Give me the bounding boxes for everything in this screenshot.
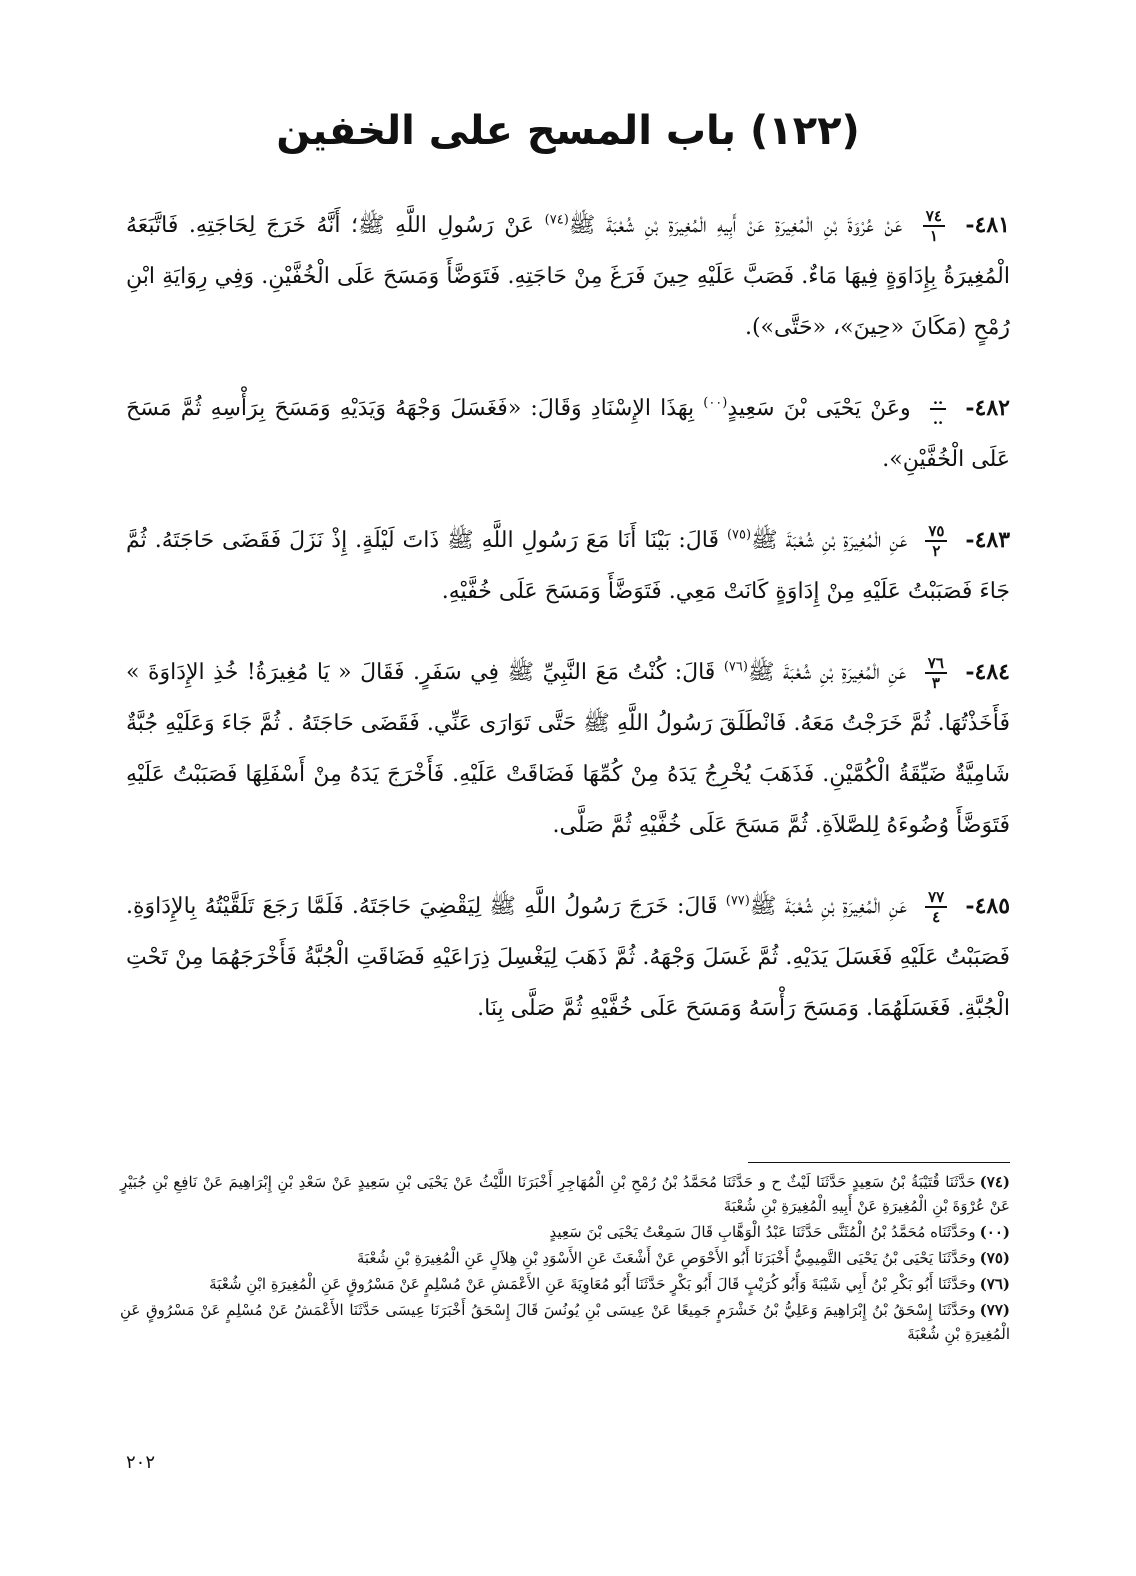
hadith-text: عَنِ الْمُغِيرَةِ بْنِ شُعْبَةَ ﷺ bbox=[747, 660, 907, 685]
hadith-text: عَنِ الْمُغِيرَةِ بْنِ شُعْبَةَ ﷺ bbox=[749, 894, 907, 919]
footnote-label: (٧٧) bbox=[979, 1301, 1010, 1319]
footnotes bbox=[120, 1170, 1010, 1348]
hadith-481 bbox=[126, 200, 1010, 353]
footnote-74 bbox=[120, 1170, 1010, 1218]
fraction-top: ٧٦ bbox=[925, 655, 947, 674]
hadith-text-continued: عَنْ رَسُولِ اللَّهِ ﷺ؛ أَنَّهُ خَرَجَ لِحَاجَتِهِ. فَاتَّبَعَهُ الْمُغِيرَةُ بِإِدَاوَةٍ فِيهَا مَاءٌ. فَصَبَّ عَلَيْهِ حِينَ فَرَغَ مِنْ حَاجَتِهِ. فَتَوَضَّأَ وَمَسَحَ عَلَى الْخُفَّيْنِ. وَفِي رِوَايَةِ ابْنِ رُمْحٍ (مَكَانَ «حِينَ»، «حَتَّى»). bbox=[126, 213, 1010, 340]
fraction-bottom: ١ bbox=[929, 227, 938, 245]
footnote-text: حَدَّثَنَا قُتَيْبَةُ بْنُ سَعِيدٍ حَدَّثَنَا لَيْثٌ ح و حَدَّثَنَا مُحَمَّدُ بْنُ رُمْحِ بْنِ الْمُهَاجِرِ أَخْبَرَنَا اللَّيْثُ عَنْ يَحْيَى بْنِ سَعِيدٍ عَنْ سَعْدِ بْنِ إِبْرَاهِيمَ عَنْ نَافِعِ بْنِ جُبَيْرٍ عَنْ عُرْوَةَ بْنِ الْمُغِيرَةِ عَنْ أَبِيهِ الْمُغِيرَةِ بْنِ شُعْبَةَ bbox=[120, 1173, 1010, 1215]
fraction-top: ٧٤ bbox=[923, 208, 945, 227]
hadith-number: ٤٨٣- bbox=[965, 527, 1011, 553]
hadith-text: وعَنْ يَحْيَى بْنَ سَعِيدٍ bbox=[727, 396, 911, 421]
hadith-484 bbox=[126, 647, 1010, 851]
hadith-text-continued: قَالَ: بَيْنَا أَنَا مَعَ رَسُولِ اللَّهِ ﷺ ذَاتَ لَيْلَةٍ. إِذْ نَزَلَ فَقَضَى حَاجَتَهُ. ثُمَّ جَاءَ فَصَبَبْتُ عَلَيْهِ مِنْ إِدَاوَةٍ كَانَتْ مَعِي. فَتَوَضَّأَ وَمَسَحَ عَلَى خُفَّيْهِ. bbox=[126, 528, 1010, 604]
hadith-text-continued: قَالَ: كُنْتُ مَعَ النَّبِيِّ ﷺ فِي سَفَرٍ. فَقَالَ « يَا مُغِيرَةُ! خُذِ الإِدَاوَةَ » فَأَخَذْتُهَا. ثُمَّ خَرَجْتُ مَعَهُ. فَانْطَلَقَ رَسُولُ اللَّهِ ﷺ حَتَّى تَوَارَى عَنِّي. فَقَضَى حَاجَتَهُ . ثُمَّ جَاءَ وَعَلَيْهِ جُبَّةٌ شَامِيَّةٌ ضَيِّقَةُ الْكُمَّيْنِ. فَذَهَبَ يُخْرِجُ يَدَهُ مِنْ كُمِّهَا فَضَاقَتْ عَلَيْهِ. فَأَخْرَجَ يَدَهُ مِنْ أَسْفَلِهَا فَصَبَبْتُ عَلَيْهِ فَتَوَضَّأَ وُضُوءَهُ لِلصَّلاَةِ. ثُمَّ مَسَحَ عَلَى خُفَّيْهِ ثُمَّ صَلَّى. bbox=[126, 660, 1010, 838]
hadith-485 bbox=[126, 881, 1010, 1034]
footnote-divider bbox=[748, 1162, 1010, 1163]
footnote-00 bbox=[120, 1220, 1010, 1244]
hadith-number: ٤٨١- bbox=[965, 212, 1010, 238]
footnote-ref: (٧٧) bbox=[725, 893, 750, 909]
footnote-text: وحَدَّثَنَا يَحْيَى بْنُ يَحْيَى التَّمِيمِيُّ أَخْبَرَنَا أَبُو الأَحْوَصِ عَنْ أَشْعَثَ عَنِ الأَسْوَدِ بْنِ هِلاَلٍ عَنِ الْمُغِيرَةِ بْنِ شُعْبَةَ bbox=[356, 1249, 976, 1267]
footnote-ref: (٧٦) bbox=[723, 659, 748, 675]
footnote-label: (٧٦) bbox=[979, 1275, 1010, 1293]
fraction-top: .. bbox=[930, 391, 946, 410]
fraction-top: ٧٥ bbox=[925, 523, 947, 542]
footnote-text: وحَدَّثَنَا إِسْحَقُ بْنُ إِبْرَاهِيمَ وَعَلِيُّ بْنُ خَشْرَمٍ جَمِيعًا عَنْ عِيسَى بْنِ يُونُسَ قَالَ إِسْحَقُ أَخْبَرَنَا عِيسَى حَدَّثَنَا الأَعْمَشُ عَنْ مُسْلِمٍ عَنْ مَسْرُوقٍ عَنِ الْمُغِيرَةِ بْنِ شُعْبَةَ bbox=[120, 1301, 1010, 1343]
fraction-bottom: ٢ bbox=[932, 542, 941, 560]
footnote-ref: (٧٤) bbox=[544, 212, 569, 228]
footnote-76 bbox=[120, 1272, 1010, 1296]
fraction-top: ٧٧ bbox=[925, 889, 947, 908]
hadith-text-continued: قَالَ: خَرَجَ رَسُولُ اللَّهِ ﷺ لِيَقْضِيَ حَاجَتَهُ. فَلَمَّا رَجَعَ تَلَقَّيْتُهُ بِالإِدَاوَةِ. فَصَبَبْتُ عَلَيْهِ فَغَسَلَ يَدَيْهِ. ثُمَّ غَسَلَ وَجْهَهُ. ثُمَّ ذَهَبَ لِيَغْسِلَ ذِرَاعَيْهِ فَضَاقَتِ الْجُبَّةُ فَأَخْرَجَهُمَا مِنْ تَحْتِ الْجُبَّةِ. فَغَسَلَهُمَا. وَمَسَحَ رَأْسَهُ وَمَسَحَ عَلَى خُفَّيْهِ ثُمَّ صَلَّى بِنَا. bbox=[126, 894, 1010, 1021]
footnote-75 bbox=[120, 1246, 1010, 1270]
footnote-label: (٧٤) bbox=[979, 1173, 1010, 1191]
footnote-text: وحَدَّثَنَا أَبُو بَكْرِ بْنُ أَبِي شَيْبَةَ وَأَبُو كُرَيْبٍ قَالَ أَبُو بَكْرٍ حَدَّثَنَا أَبُو مُعَاوِيَةَ عَنِ الأَعْمَشِ عَنْ مُسْلِمٍ عَنْ مَسْرُوقٍ عَنِ الْمُغِيرَةِ ابْنِ شُعْبَةَ bbox=[209, 1275, 976, 1293]
footnote-label: (٧٥) bbox=[979, 1249, 1010, 1267]
hadith-text: عَنْ عُرْوَةَ بْنِ الْمُغِيرَةِ عَنْ أَبِيهِ الْمُغِيرَةِ بْنِ شُعْبَةَ ﷺ bbox=[568, 213, 903, 238]
footnote-text: وحَدَّثَنَاه مُحَمَّدُ بْنُ الْمُثَنَّى حَدَّثَنَا عَبْدُ الْوَهَّابِ قَالَ سَمِعْتُ يَحْيَى بْنَ سَعِيدٍ bbox=[549, 1223, 976, 1241]
hadith-index-fraction bbox=[925, 523, 947, 559]
footnote-ref: (٧٥) bbox=[726, 527, 752, 543]
hadith-index-fraction bbox=[923, 208, 945, 244]
hadith-list bbox=[126, 200, 1010, 1064]
hadith-index-fraction bbox=[930, 391, 946, 427]
hadith-text: عَنِ الْمُغِيرَةِ بْنِ شُعْبَةَ ﷺ bbox=[751, 528, 908, 553]
hadith-483 bbox=[126, 515, 1010, 617]
hadith-text-continued: بِهَذَا الإِسْنَادِ وَقَالَ: «فَغَسَلَ وَجْهَهُ وَيَدَيْهِ وَمَسَحَ بِرَأْسِهِ ثُمَّ مَسَحَ عَلَى الْخُفَّيْنِ». bbox=[126, 396, 1010, 472]
hadith-number: ٤٨٤- bbox=[965, 659, 1010, 685]
fraction-bottom: .. bbox=[932, 410, 944, 428]
hadith-number: ٤٨٥- bbox=[965, 893, 1011, 919]
hadith-482 bbox=[126, 383, 1010, 485]
page-number: ٢٠٢ bbox=[126, 1452, 156, 1473]
hadith-number: ٤٨٢- bbox=[965, 395, 1010, 421]
footnote-ref: (٠٠) bbox=[703, 395, 728, 411]
fraction-bottom: ٣ bbox=[931, 674, 940, 692]
footnote-label: (٠٠) bbox=[979, 1223, 1010, 1241]
hadith-index-fraction bbox=[925, 889, 947, 925]
fraction-bottom: ٤ bbox=[932, 908, 941, 926]
footnote-77 bbox=[120, 1298, 1010, 1346]
chapter-title: (١٢٢) باب المسح على الخفين bbox=[276, 108, 860, 154]
hadith-index-fraction bbox=[925, 655, 947, 691]
